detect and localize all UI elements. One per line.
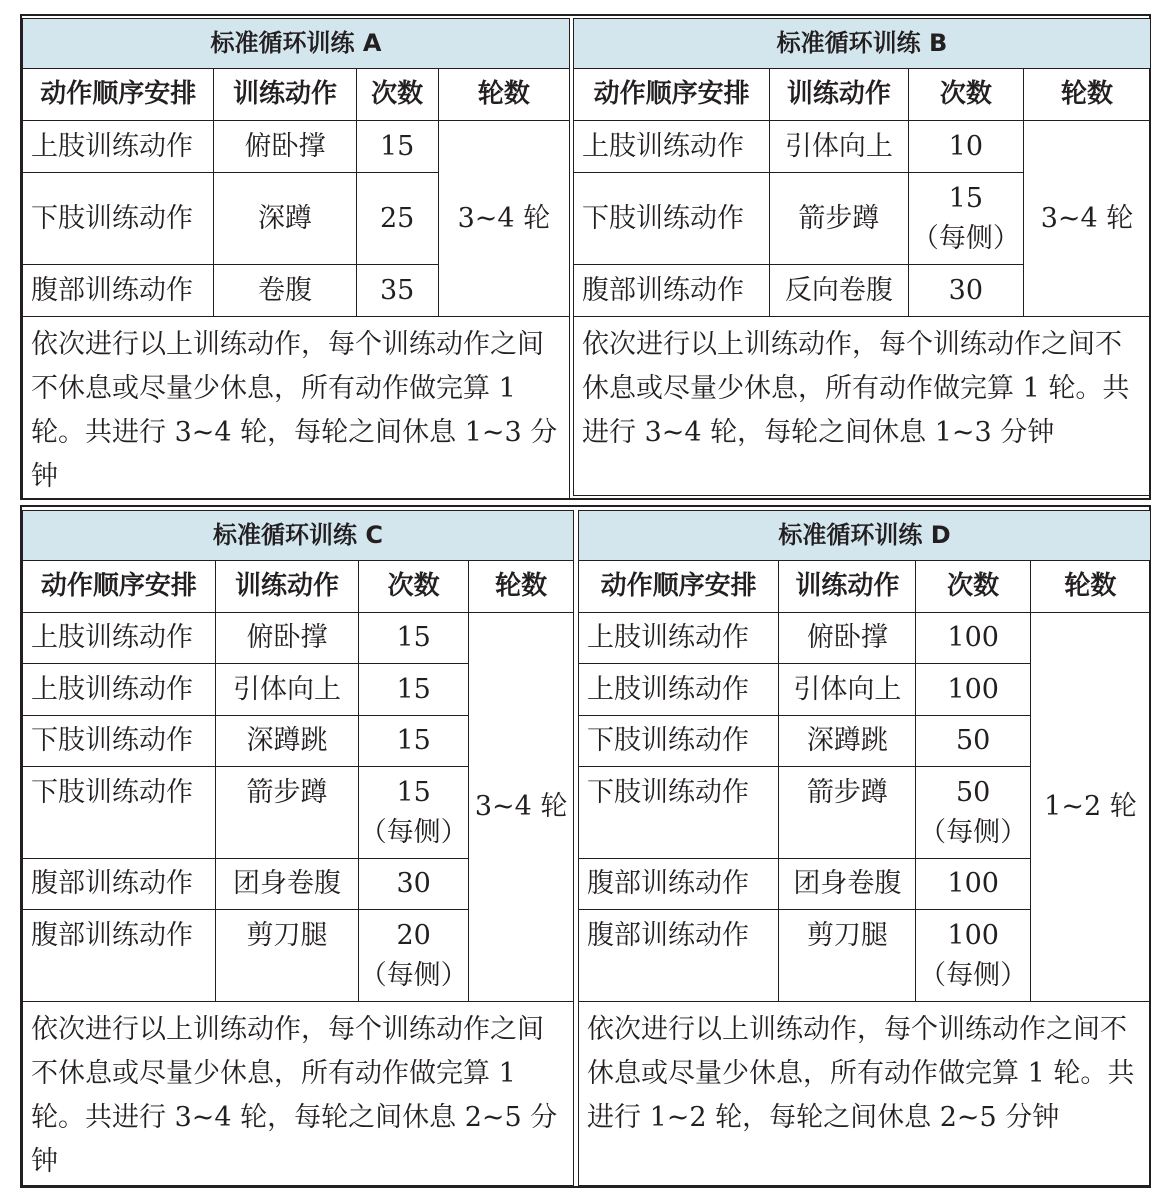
circuit-panel-d: [578, 510, 1151, 1186]
reps-cell: 15: [359, 716, 469, 767]
reps-cell: 15: [359, 613, 469, 664]
reps-note: （每侧）: [359, 959, 468, 991]
exercise-cell: 剪刀腿: [215, 910, 358, 1002]
order-cell: 腹部训练动作: [574, 265, 770, 317]
exercise-cell: 俯卧撑: [214, 121, 356, 173]
circuit-table-c: [22, 510, 574, 1186]
exercise-cell: 反向卷腹: [770, 265, 908, 317]
reps-cell: [916, 767, 1030, 859]
exercise-cell: 深蹲: [214, 173, 356, 265]
reps-value: 20: [396, 920, 431, 952]
order-cell: 腹部训练动作: [579, 859, 779, 910]
exercise-cell: 箭步蹲: [215, 767, 358, 859]
header-reps: 次数: [908, 69, 1023, 121]
reps-cell: 15: [356, 121, 438, 173]
header-exercise: 训练动作: [770, 69, 908, 121]
exercise-cell: 深蹲跳: [215, 716, 358, 767]
reps-value: 50: [955, 777, 991, 809]
rounds-cell: 3~4 轮: [1024, 121, 1151, 317]
header-exercise: 训练动作: [779, 561, 916, 613]
reps-cell: 15: [359, 664, 469, 716]
rounds-cell: 3~4 轮: [438, 121, 569, 317]
circuit-table-b: [573, 18, 1151, 496]
reps-cell: 30: [359, 859, 469, 910]
header-order: 动作顺序安排: [574, 69, 770, 121]
order-cell: 上肢训练动作: [579, 613, 779, 664]
circuit-panel-c: [22, 510, 574, 1186]
order-cell: 腹部训练动作: [579, 910, 779, 1002]
reps-cell: 30: [908, 265, 1023, 317]
reps-note: （每侧）: [919, 816, 1028, 848]
exercise-cell: 俯卧撑: [779, 613, 916, 664]
reps-value: 100: [947, 920, 999, 952]
header-rounds: 轮数: [469, 561, 574, 613]
reps-note: （每侧）: [359, 816, 468, 848]
order-cell: 腹部训练动作: [23, 859, 216, 910]
header-reps: 次数: [916, 561, 1030, 613]
circuit-table-a: [22, 18, 570, 500]
reps-value: 15: [948, 183, 984, 215]
header-reps: 次数: [356, 69, 438, 121]
header-rounds: 轮数: [1030, 561, 1150, 613]
exercise-cell: 深蹲跳: [779, 716, 916, 767]
exercise-cell: 卷腹: [214, 265, 356, 317]
exercise-cell: 团身卷腹: [779, 859, 916, 910]
header-rounds: 轮数: [1024, 69, 1151, 121]
instruction-note: 依次进行以上训练动作，每个训练动作之间不休息或尽量少休息，所有动作做完算 1 轮。共进行 3~4 轮，每轮之间休息 1~3 分钟: [23, 317, 570, 500]
order-cell: 下肢训练动作: [23, 767, 216, 859]
circuit-table-d: [578, 510, 1151, 1186]
panel-title: 标准循环训练 D: [579, 511, 1151, 561]
reps-cell: 35: [356, 265, 438, 317]
order-cell: 腹部训练动作: [23, 265, 214, 317]
reps-cell: [916, 910, 1030, 1002]
reps-cell: 100: [916, 664, 1030, 716]
order-cell: 上肢训练动作: [23, 664, 216, 716]
instruction-note: 依次进行以上训练动作，每个训练动作之间不休息或尽量少休息，所有动作做完算 1 轮。共进行 3~4 轮，每轮之间休息 2~5 分钟: [23, 1002, 574, 1186]
exercise-cell: 引体向上: [215, 664, 358, 716]
header-order: 动作顺序安排: [23, 561, 216, 613]
order-cell: 腹部训练动作: [23, 910, 216, 1002]
reps-cell: 100: [916, 613, 1030, 664]
order-cell: 下肢训练动作: [579, 716, 779, 767]
header-rounds: 轮数: [438, 69, 569, 121]
order-cell: 下肢训练动作: [574, 173, 770, 265]
order-cell: 上肢训练动作: [579, 664, 779, 716]
order-cell: 上肢训练动作: [23, 613, 216, 664]
exercise-cell: 俯卧撑: [215, 613, 358, 664]
header-order: 动作顺序安排: [579, 561, 779, 613]
reps-cell: [908, 173, 1023, 265]
rounds-cell: 3~4 轮: [469, 613, 574, 1002]
exercise-cell: 引体向上: [770, 121, 908, 173]
exercise-cell: 团身卷腹: [215, 859, 358, 910]
circuit-panel-a: [22, 18, 570, 496]
order-cell: 下肢训练动作: [23, 173, 214, 265]
reps-cell: [359, 910, 469, 1002]
reps-cell: 10: [908, 121, 1023, 173]
rounds-cell: 1~2 轮: [1030, 613, 1150, 1002]
reps-cell: 25: [356, 173, 438, 265]
order-cell: 上肢训练动作: [23, 121, 214, 173]
header-reps: 次数: [359, 561, 469, 613]
reps-cell: [359, 767, 469, 859]
header-exercise: 训练动作: [214, 69, 356, 121]
reps-value: 15: [396, 777, 431, 809]
panel-title: 标准循环训练 B: [574, 19, 1151, 69]
reps-note: （每侧）: [911, 222, 1020, 254]
reps-cell: 50: [916, 716, 1030, 767]
circuit-panel-b: [573, 18, 1151, 496]
exercise-cell: 剪刀腿: [779, 910, 916, 1002]
header-order: 动作顺序安排: [23, 69, 214, 121]
instruction-note: 依次进行以上训练动作，每个训练动作之间不休息或尽量少休息，所有动作做完算 1 轮。共进行 3~4 轮，每轮之间休息 1~3 分钟: [574, 317, 1151, 496]
reps-note: （每侧）: [919, 959, 1028, 991]
exercise-cell: 箭步蹲: [770, 173, 908, 265]
reps-cell: 100: [916, 859, 1030, 910]
order-cell: 下肢训练动作: [579, 767, 779, 859]
exercise-cell: 箭步蹲: [779, 767, 916, 859]
exercise-cell: 引体向上: [779, 664, 916, 716]
panel-title: 标准循环训练 C: [23, 511, 574, 561]
instruction-note: 依次进行以上训练动作，每个训练动作之间不休息或尽量少休息，所有动作做完算 1 轮。共进行 1~2 轮，每轮之间休息 2~5 分钟: [579, 1002, 1151, 1186]
order-cell: 上肢训练动作: [574, 121, 770, 173]
order-cell: 下肢训练动作: [23, 716, 216, 767]
header-exercise: 训练动作: [215, 561, 358, 613]
panel-title: 标准循环训练 A: [23, 19, 570, 69]
